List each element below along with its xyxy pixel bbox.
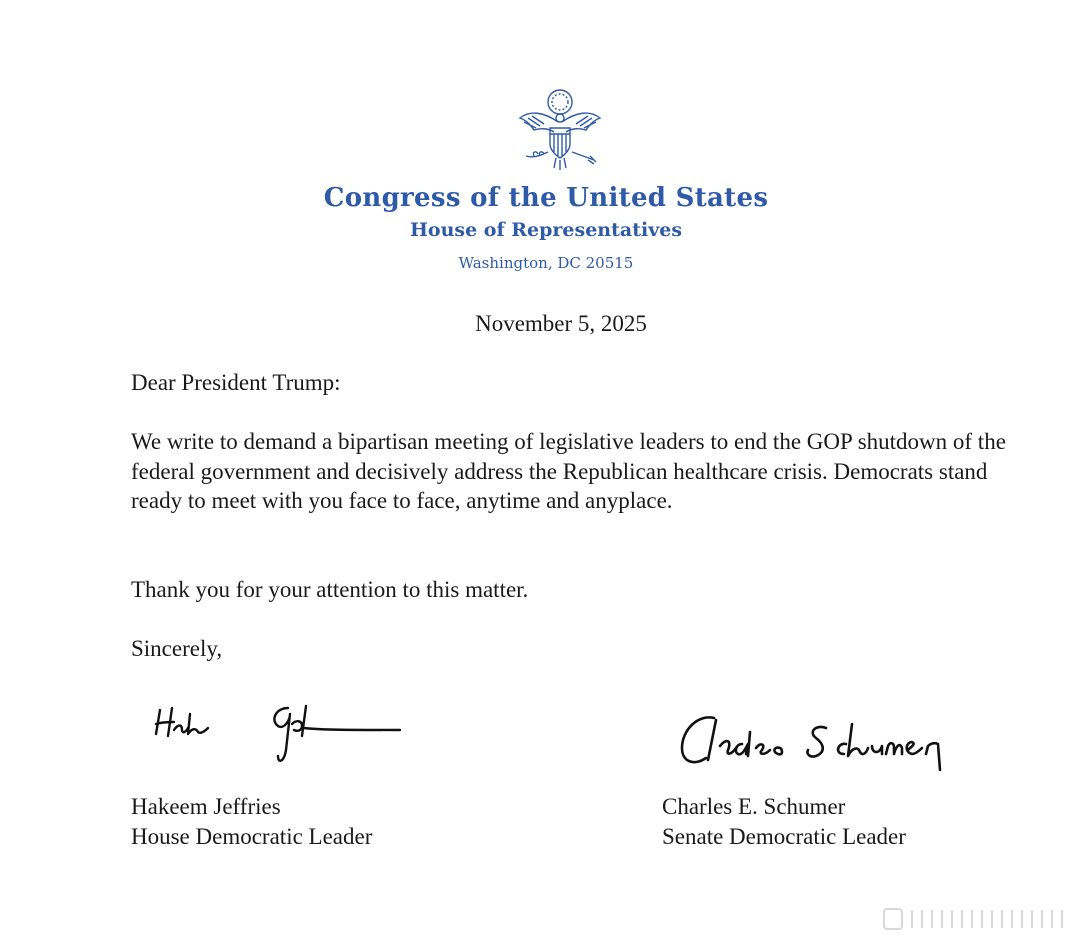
great-seal-icon bbox=[514, 82, 606, 174]
thanks-line: Thank you for your attention to this matter. bbox=[131, 577, 529, 602]
closing: Sincerely, bbox=[131, 636, 223, 661]
letterhead-house: House of Representatives bbox=[409, 219, 683, 241]
salutation: Dear President Trump: bbox=[131, 370, 341, 395]
letterhead-address: Washington, DC 20515 bbox=[458, 254, 634, 272]
signer-jeffries bbox=[131, 792, 372, 851]
signer-title: House Democratic Leader bbox=[131, 823, 373, 849]
signer-name: Charles E. Schumer bbox=[662, 794, 846, 819]
signer-name: Hakeem Jeffries bbox=[131, 794, 281, 819]
jeffries-signature bbox=[152, 700, 412, 770]
letterhead-congress: Congress of the United States bbox=[323, 183, 769, 213]
watermark-icon bbox=[882, 906, 1078, 932]
letter-date: November 5, 2025 bbox=[475, 311, 647, 336]
signer-schumer bbox=[662, 792, 906, 851]
signer-title: Senate Democratic Leader bbox=[662, 823, 906, 849]
schumer-signature bbox=[676, 710, 966, 780]
body-paragraph: We write to demand a bipartisan meeting of legislative leaders to end the GOP shutdown of the federal government and decisively address the Republican healthcare crisis. Democrats stand ready to meet with you face to face, anytime and anyplace. bbox=[131, 429, 1006, 513]
